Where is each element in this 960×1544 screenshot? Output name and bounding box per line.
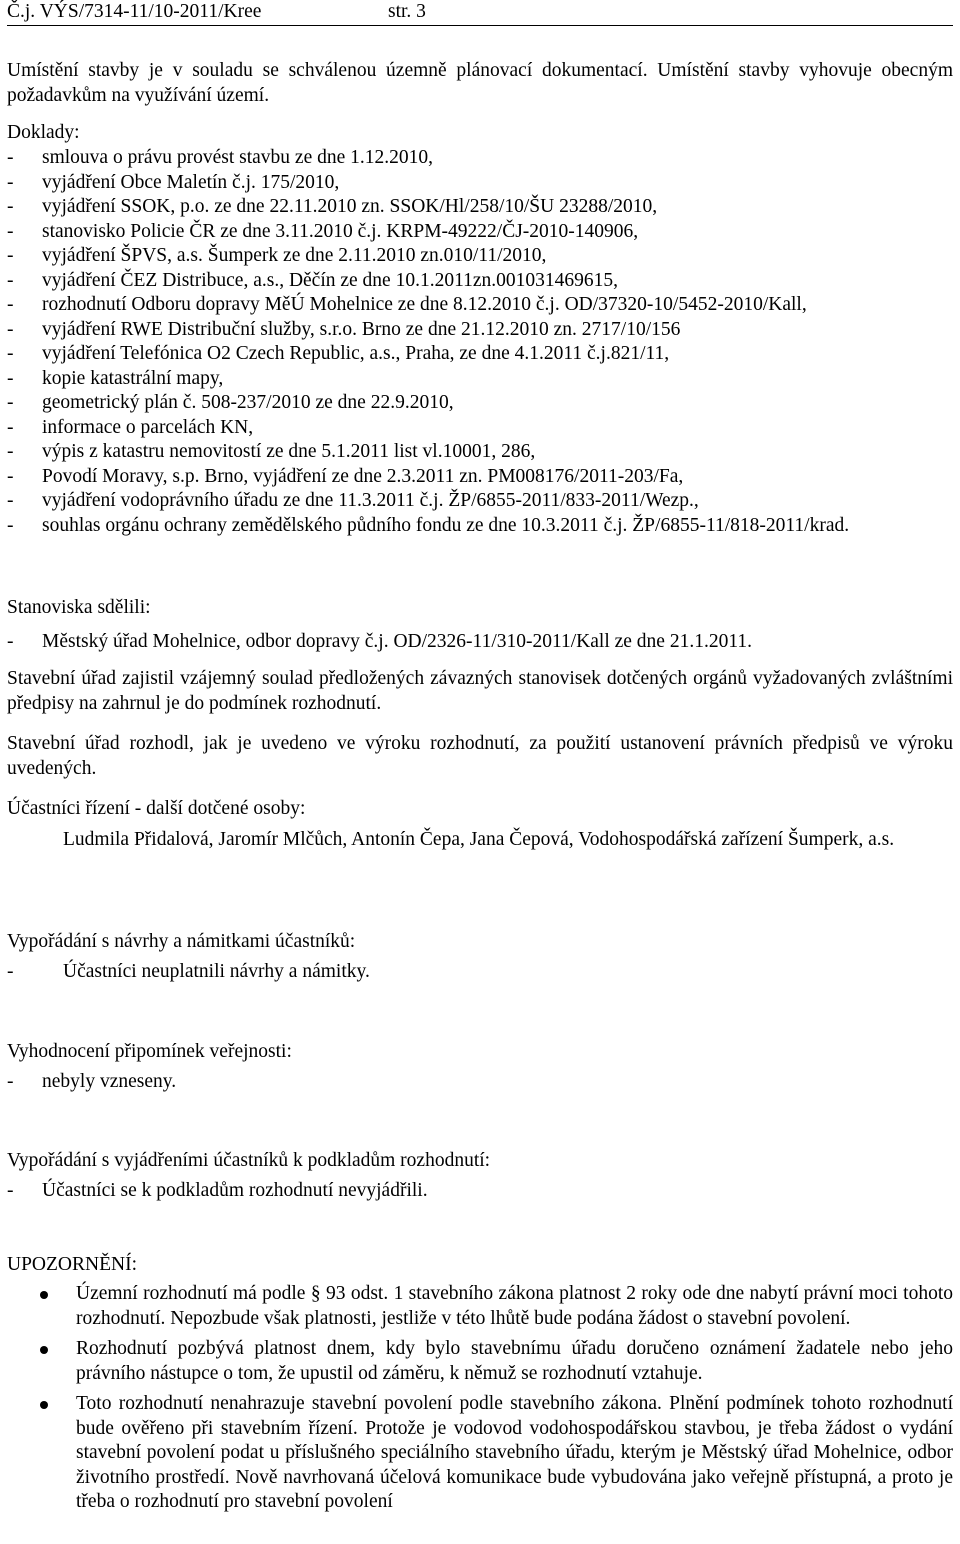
vyhodnoceni-list: [7, 1070, 953, 1095]
list-item: - výpis z katastru nemovitostí ze dne 5.1.2011 list vl.10001, 286,: [7, 441, 536, 462]
stanoviska-list: [7, 630, 953, 655]
doklady-list: [7, 146, 953, 538]
list-item: - stanovisko Policie ČR ze dne 3.11.2010 č.j. KRPM-49222/ČJ-2010-140906,: [7, 220, 639, 242]
list-item: - vyjádření vodoprávního úřadu ze dne 11.3.2011 č.j. ŽP/6855-2011/833-2011/Wezp.,: [7, 490, 699, 511]
list-item: - Účastníci se k podkladům rozhodnutí nevyjádřili.: [7, 1180, 428, 1201]
list-item: - vyjádření RWE Distribuční služby, s.r.o. Brno ze dne 21.12.2010 zn. 2717/10/156: [7, 318, 681, 340]
vyporadani-navrhy-heading: Vypořádání s návrhy a námitkami účastníků:: [7, 931, 356, 952]
vyhodnoceni-heading: Vyhodnocení připomínek veřejnosti:: [7, 1041, 292, 1062]
reference-number: Č.j. VÝS/7314-11/10-2011/Kree: [7, 1, 262, 22]
list-item: - geometrický plán č. 508-237/2010 ze dne 22.9.2010,: [7, 392, 454, 413]
list-item: - Povodí Moravy, s.p. Brno, vyjádření ze dne 2.3.2011 zn. PM008176/2011-203/Fa,: [7, 465, 684, 487]
bullet-icon: [40, 1346, 48, 1354]
page-header: [7, 0, 953, 26]
bullet-icon: [40, 1291, 48, 1299]
intro-paragraph: Umístění stavby je v souladu se schválenou územně plánovací dokumentací. Umístění stavby vyhovuje obecným požadavkům na využívání území.: [7, 60, 953, 106]
vyporadani-vyjadreni-list: [7, 1179, 953, 1204]
vyporadani-navrhy-list: [7, 960, 953, 985]
list-item: - vyjádření Obce Maletín č.j. 175/2010,: [7, 171, 340, 193]
vyporadani-vyjadreni-heading: Vypořádání s vyjádřeními účastníků k podkladům rozhodnutí:: [7, 1150, 491, 1171]
rozhodl-paragraph: Stavební úřad rozhodl, jak je uvedeno ve výroku rozhodnutí, za použití ustanovení právních předpisů ve výroku uvedených.: [7, 733, 953, 779]
list-item: - nebyly vzneseny.: [7, 1071, 177, 1092]
list-item: - rozhodnutí Odboru dopravy MěÚ Mohelnice ze dne 8.12.2010 č.j. OD/37320-10/5452-2010/Kall,: [7, 294, 807, 315]
list-item: - vyjádření SSOK, p.o. ze dne 22.11.2010 zn. SSOK/Hl/258/10/ŠU 23288/2010,: [7, 196, 658, 217]
bullet-item: Rozhodnutí pozbývá platnost dnem, kdy bylo stavebnímu úřadu doručeno oznámení žadatele nebo jeho právního nástupce o tom, že upustil od záměru, k němuž se rozhodnutí vztahuje.: [7, 1337, 953, 1386]
page-number: str. 3: [388, 1, 426, 22]
bullet-item: Toto rozhodnutí nenahrazuje stavební povolení podle stavebního zákona. Plnění podmínek tohoto rozhodnutí bude ověřeno při stavebním řízení. Protože je vodovod vodohospodářskou stavbou, je třeba žádost o vydání stavební povolení podat u příslušného speciálního stavebního úřadu, kterým je Městský úřad Mohelnice, odbor životního prostředí. Nově navrhovaná účelová komunikace bude vybudována jako veřejně přístupná, a proto je třeba o rozhodnutí pro stavební povolení: [7, 1392, 953, 1515]
list-item: - kopie katastrální mapy,: [7, 367, 224, 389]
list-item: - vyjádření ŠPVS, a.s. Šumperk ze dne 2.11.2010 zn.010/11/2010,: [7, 245, 547, 266]
list-item: - Městský úřad Mohelnice, odbor dopravy č.j. OD/2326-11/310-2011/Kall ze dne 21.1.2011.: [7, 631, 752, 652]
upozorneni-heading: UPOZORNĚNÍ:: [7, 1254, 137, 1275]
list-item: - vyjádření ČEZ Distribuce, a.s., Děčín ze dne 10.1.2011zn.001031469615,: [7, 269, 619, 291]
soulad-paragraph: Stavební úřad zajistil vzájemný soulad předložených závazných stanovisek dotčených orgánů vyžadovaných zvláštními předpisy na zahrnul je do podmínek rozhodnutí.: [7, 668, 953, 714]
ucastnici-names: Ludmila Přidalová, Jaromír Mlčůch, Antonín Čepa, Jana Čepová, Vodohospodářská zařízení Šumperk, a.s.: [63, 829, 895, 850]
list-item: - vyjádření Telefónica O2 Czech Republic, a.s., Praha, ze dne 4.1.2011 č.j.821/11,: [7, 343, 670, 364]
header-rule: [7, 25, 953, 26]
list-item: - informace o parcelách KN,: [7, 416, 254, 438]
stanoviska-heading: Stanoviska sdělili:: [7, 597, 151, 618]
bullet-item: Územní rozhodnutí má podle § 93 odst. 1 stavebního zákona platnost 2 roky ode dne nabytí právní moci tohoto rozhodnutí. Nepozbude však platnosti, jestliže v této lhůtě bude podána žádost o stavební povolení.: [7, 1282, 953, 1331]
list-item: - smlouva o právu provést stavbu ze dne 1.12.2010,: [7, 147, 434, 168]
upozorneni-list: [7, 1282, 953, 1521]
list-item: - Účastníci neuplatnili návrhy a námitky.: [7, 961, 370, 982]
ucastnici-heading: Účastníci řízení - další dotčené osoby:: [7, 798, 306, 819]
doklady-heading: Doklady:: [7, 122, 80, 143]
list-item: - souhlas orgánu ochrany zemědělského půdního fondu ze dne 10.3.2011 č.j. ŽP/6855-11/818-2011/krad.: [7, 514, 850, 536]
bullet-icon: [40, 1401, 48, 1409]
